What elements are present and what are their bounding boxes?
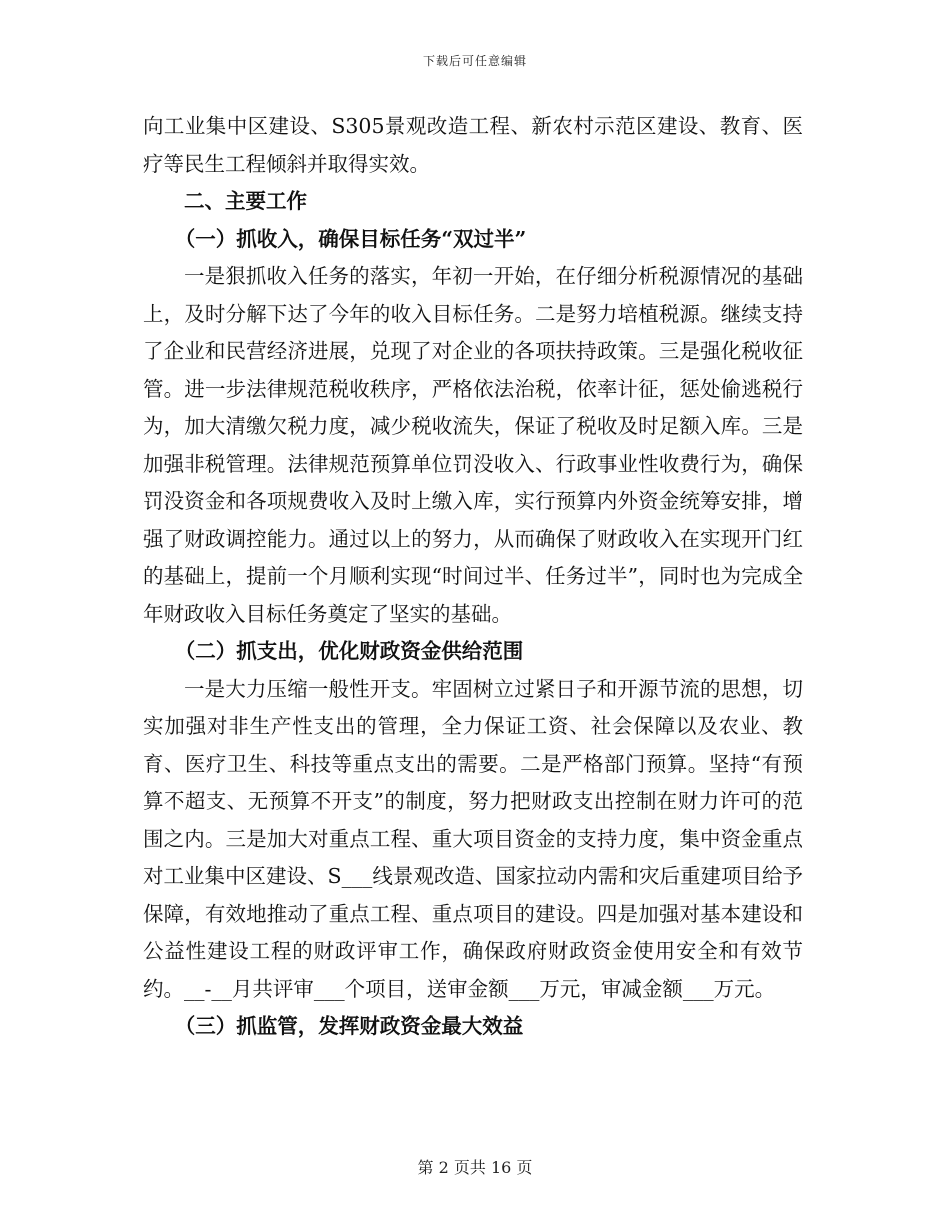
page-number: 第 2 页共 16 页 xyxy=(417,1158,533,1177)
subsection-body-1: 一是狠抓收入任务的落实，年初一开始，在仔细分析税源情况的基础上，及时分解下达了今年的收入目标任务。二是努力培植税源。继续支持了企业和民营经济进展，兑现了对企业的各项扶持政策。三是强化税收征管。进一步法律规范税收秩序，严格依法治税，依率计征，惩处偷逃税行为，加大清缴欠税力度，减少税收流失，保证了税收及时足额入库。三是加强非税管理。法律规范预算单位罚没收入、行政事业性收费行为，确保罚没资金和各项规费收入及时上缴入库，实行预算内外资金统筹安排，增强了财政调控能力。通过以上的努力，从而确保了财政收入在实现开门红的基础上，提前一个月顺利实现“时间过半、任务过半”，同时也为完成全年财政收入目标任务奠定了坚实的基础。 xyxy=(143,264,803,626)
subsection-heading-2: （二）抓支出，优化财政资金供给范围 xyxy=(174,639,524,663)
subsection-body-2: 一是大力压缩一般性开支。牢固树立过紧日子和开源节流的思想，切实加强对非生产性支出的管理，全力保证工资、社会保障以及农业、教育、医疗卫生、科技等重点支出的需要。二是严格部门预算。坚持“有预算不超支、无预算不开支”的制度，努力把财政支出控制在财力许可的范围之内。三是加大对重点工程、重大项目资金的支持力度，集中资金重点对工业集中区建设、S___线景观改造、国家拉动内需和灾后重建项目给予保障，有效地推动了重点工程、重点项目的建设。四是加强对基本建设和公益性建设工程的财政评审工作，确保政府财政资金使用安全和有效节约。__-__月共评审___个项目，送审金额___万元，审减金额___万元。 xyxy=(143,676,803,1001)
subsection-heading-3: （三）抓监管，发挥财政资金最大效益 xyxy=(174,1014,524,1038)
document-body xyxy=(143,108,803,1046)
page-header: 下载后可任意编辑 xyxy=(422,54,527,68)
continued-paragraph: 向工业集中区建设、S305景观改造工程、新农村示范区建设、教育、医疗等民生工程倾斜并取得实效。 xyxy=(143,114,803,176)
subsection-heading-1: （一）抓收入，确保目标任务“双过半” xyxy=(174,226,527,251)
section-heading: 二、主要工作 xyxy=(184,189,307,213)
